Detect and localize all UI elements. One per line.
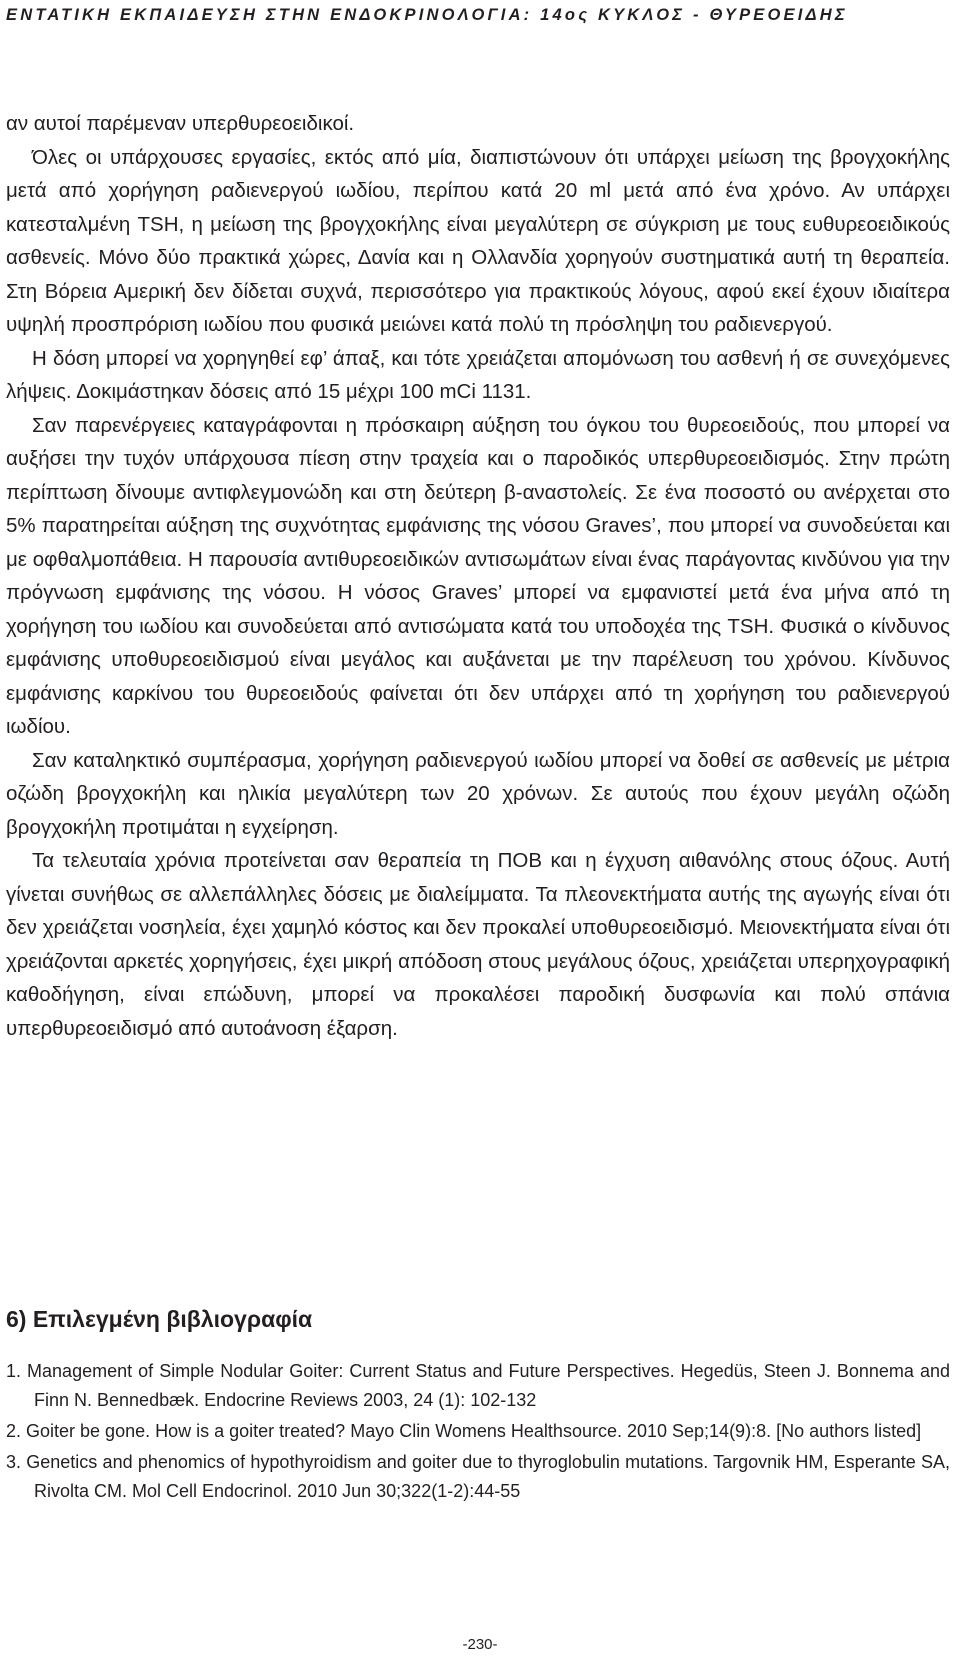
page-number: -230- [462, 1636, 498, 1653]
reference-item: 1. Management of Simple Nodular Goiter: Current Status and Future Perspectives. Hegedüs, Steen J. Bonnema and Finn N. Bennedbæk. Endocrine Reviews 2003, 24 (1): 102-132 [6, 1361, 950, 1410]
paragraph: Σαν παρενέργειες καταγράφονται η πρόσκαιρη αύξηση του όγκου του θυρεοειδούς, που μπορεί να αυξήσει την τυχόν υπάρχουσα πίεση στην τραχεία και ο παροδικός υπερθυρεοειδισμός. Στην πρώτη περίπτωση δίνουμε αντιφλεγμονώδη και στη δεύτερη β-αναστολείς. Σε ένα ποσοστό ου ανέρχεται στο 5% παρατηρείται αύξηση της συχνότητας εμφάνισης της νόσου Graves’, που μπορεί να συνοδεύεται και με οφθαλμοπάθεια. Η παρουσία αντιθυρεοειδικών αντισωμάτων είναι ένας παράγοντας κινδύνου για την πρόγνωση εμφάνισης της νόσου. Η νόσος Graves’ μπορεί να εμφανιστεί μετά ένα μήνα από τη χορήγηση του ιωδίου και συνοδεύεται από αντισώματα κατά του υποδοχέα της TSH. Φυσικά ο κίνδυνος εμφάνισης υποθυρεοειδισμού είναι μεγάλος και αυξάνεται με την παρέλευση του χρόνου. Κίνδυνος εμφάνισης καρκίνου του θυρεοειδούς φαίνεται ότι δεν υπάρχει από τη χορήγηση του ραδιενεργού ιωδίου. [6, 413, 950, 738]
reference-item: 2. Goiter be gone. How is a goiter treated? Mayo Clin Womens Healthsource. 2010 Sep;14(9):8. [No authors listed] [6, 1421, 922, 1441]
paragraph: αν αυτοί παρέμεναν υπερθυρεοειδικοί. [6, 112, 355, 135]
reference-item: 3. Genetics and phenomics of hypothyroidism and goiter due to thyroglobulin mutations. Targovnik HM, Esperante SA, Rivolta CM. Mol Cell Endocrinol. 2010 Jun 30;322(1-2):44-55 [6, 1452, 950, 1501]
bibliography-list [6, 1357, 950, 1508]
paragraph: Τα τελευταία χρόνια προτείνεται σαν θεραπεία τη ΠΟΒ και η έγχυση αιθανόλης στους όζους. Αυτή γίνεται συνήθως σε αλλεπάλληλες δόσεις με διαλείμματα. Τα πλεονεκτήματα αυτής της αγωγής είναι ότι δεν χρειάζεται νοσηλεία, έχει χαμηλό κόστος και δεν προκαλεί υποθυρεοειδισμό. Μειονεκτήματα είναι ότι χρειάζονται αρκετές χορηγήσεις, έχει μικρή απόδοση στους μεγάλους όζους, χρειάζεται υπερηχογραφική καθοδήγηση, είναι επώδυνη, μπορεί να προκαλέσει παροδική δυσφωνία και πολύ σπάνια υπερθυρεοειδισμό από αυτοάνοση έξαρση. [6, 849, 950, 1040]
body-text [6, 107, 950, 1045]
running-header: ΕΝΤΑΤΙΚΗ ΕΚΠΑΙΔΕΥΣΗ ΣΤΗΝ ΕΝΔΟΚΡΙΝΟΛΟΓΙΑ: 14ος ΚΥΚΛΟΣ - ΘΥΡΕΟΕΙΔΗΣ [6, 6, 848, 24]
paragraph: Σαν καταληκτικό συμπέρασμα, χορήγηση ραδιενεργού ιωδίου μπορεί να δοθεί σε ασθενείς με μέτρια οζώδη βρογχοκήλη και ηλικία μεγαλύτερη των 20 χρόνων. Σε αυτούς που έχουν μεγάλη οζώδη βρογχοκήλη προτιμάται η εγχείρηση. [6, 748, 950, 839]
bibliography-heading: 6) Επιλεγμένη βιβλιογραφία [6, 1306, 313, 1332]
paragraph: Η δόση μπορεί να χορηγηθεί εφ’ άπαξ, και τότε χρειάζεται απομόνωση του ασθενή ή σε συνεχόμενες λήψεις. Δοκιμάστηκαν δόσεις από 15 μέχρι 100 mCi 1131. [6, 346, 950, 403]
paragraph: Όλες οι υπάρχουσες εργασίες, εκτός από μία, διαπιστώνουν ότι υπάρχει μείωση της βρογχοκήλης μετά από χορήγηση ραδιενεργού ιωδίου, περίπου κατά 20 ml μετά από ένα χρόνο. Αν υπάρχει κατεσταλμένη TSH, η μείωση της βρογχοκήλης είναι μεγαλύτερη σε σύγκριση με τους ευθυρεοειδικούς ασθενείς. Μόνο δύο πρακτικά χώρες, Δανία και η Ολλανδία χορηγούν συστηματικά αυτή τη θεραπεία. Στη Βόρεια Αμερική δεν δίδεται συχνά, περισσότερο για πρακτικούς λόγους, αφού εκεί έχουν ιδιαίτερα υψηλή προσπρόριση ιωδίου που φυσικά μειώνει κατά πολύ τη πρόσληψη του ραδιενεργού. [6, 145, 950, 336]
